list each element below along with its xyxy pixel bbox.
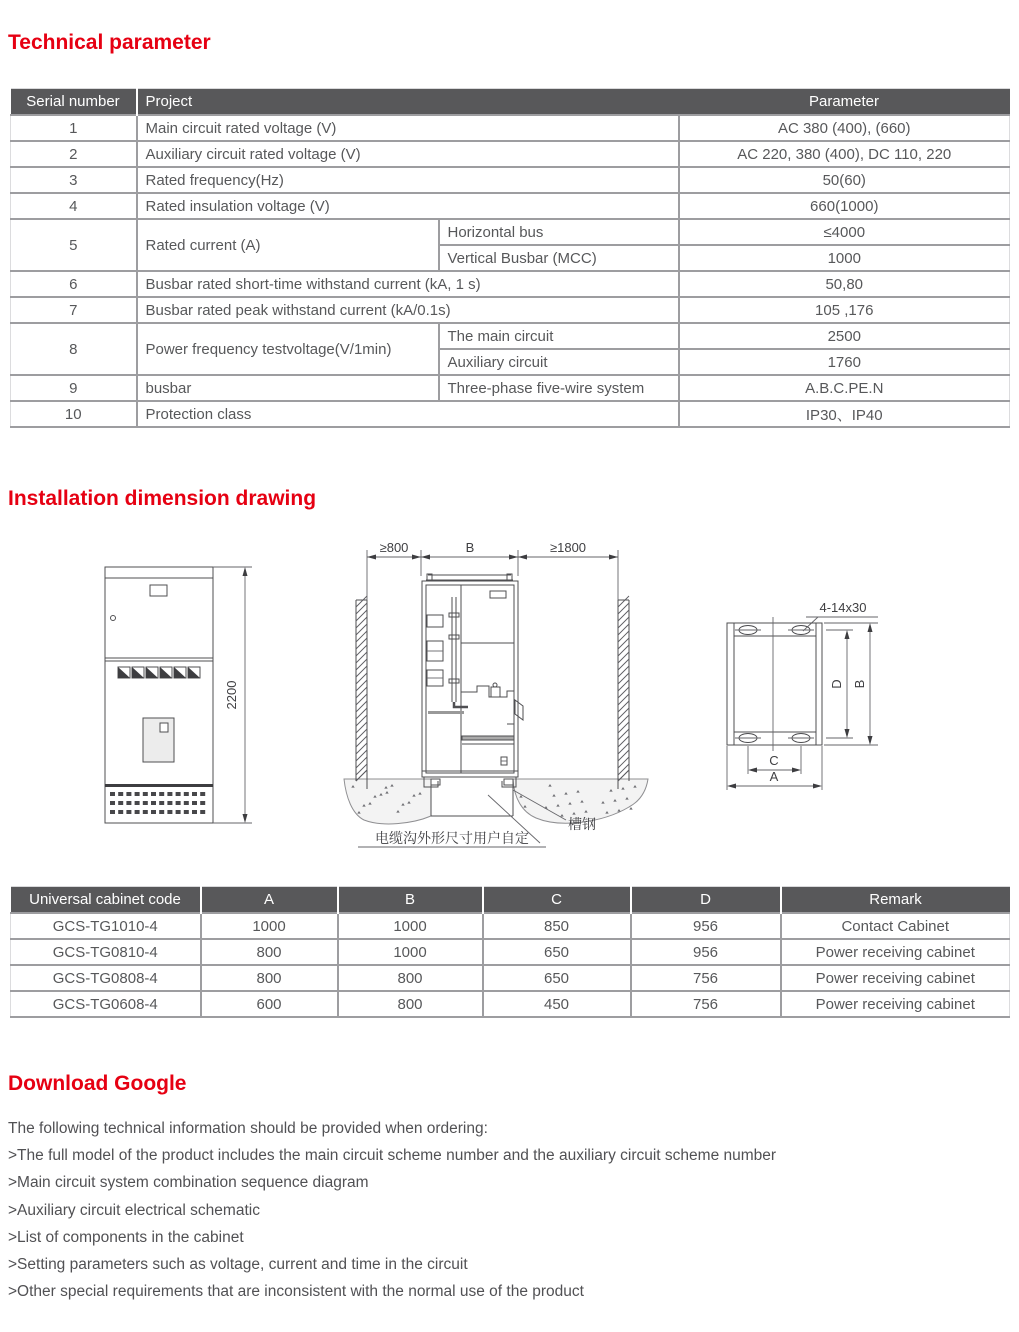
vent-grille-row bbox=[110, 801, 205, 805]
cell-parameter: AC 220, 380 (400), DC 110, 220 bbox=[679, 141, 1010, 167]
cell-d: 956 bbox=[631, 939, 781, 965]
cell-parameter: AC 380 (400), (660) bbox=[679, 115, 1010, 141]
cabinet-door bbox=[143, 718, 174, 762]
col-header-remark: Remark bbox=[781, 887, 1010, 914]
cell-parameter: 105 ,176 bbox=[679, 297, 1010, 323]
ordering-item: >The full model of the product includes the main circuit scheme number and the auxiliary circuit scheme number bbox=[8, 1147, 777, 1165]
table-row bbox=[11, 193, 1010, 219]
cell-serial: 1 bbox=[11, 115, 137, 141]
cell-subproject: The main circuit bbox=[439, 323, 679, 349]
cell-project: Rated current (A) bbox=[137, 219, 439, 271]
cell-parameter: A.B.C.PE.N bbox=[679, 375, 1010, 401]
table-row bbox=[11, 323, 1010, 349]
ordering-item: >Auxiliary circuit electrical schematic bbox=[8, 1201, 260, 1219]
download-google-title: Download Google bbox=[8, 1072, 187, 1095]
cell-a: 800 bbox=[201, 965, 338, 991]
wall-right bbox=[618, 596, 629, 789]
mounting-slot bbox=[735, 626, 814, 743]
table-row bbox=[11, 401, 1010, 427]
louver-vents bbox=[118, 667, 200, 678]
ground-left bbox=[344, 779, 431, 824]
front-view-drawing bbox=[105, 567, 252, 823]
table-row bbox=[11, 991, 1010, 1017]
cell-b: 800 bbox=[338, 991, 483, 1017]
cell-code: GCS-TG0808-4 bbox=[11, 965, 201, 991]
cell-a: 600 bbox=[201, 991, 338, 1017]
dim-a-label: A bbox=[769, 769, 779, 784]
ordering-info bbox=[8, 1115, 1008, 1305]
col-header-code: Universal cabinet code bbox=[11, 887, 201, 914]
table-row bbox=[11, 297, 1010, 323]
right-clearance-dim-label: ≥1800 bbox=[549, 540, 587, 555]
wall-left bbox=[356, 596, 367, 789]
ordering-item: >Setting parameters such as voltage, current and time in the circuit bbox=[8, 1255, 468, 1273]
cell-serial: 5 bbox=[11, 219, 137, 271]
table-row bbox=[11, 939, 1010, 965]
cell-d: 956 bbox=[631, 913, 781, 939]
table-row bbox=[11, 115, 1010, 141]
cell-a: 800 bbox=[201, 939, 338, 965]
cell-subproject: Vertical Busbar (MCC) bbox=[439, 245, 679, 271]
installation-drawing-title: Installation dimension drawing bbox=[8, 487, 317, 510]
trench-note-label: 电缆沟外形尺寸用户自定 bbox=[375, 830, 529, 846]
dim-d-label: D bbox=[829, 679, 844, 689]
col-header-parameter: Parameter bbox=[679, 89, 1010, 116]
cell-project: Auxiliary circuit rated voltage (V) bbox=[137, 141, 679, 167]
cell-c: 850 bbox=[483, 913, 631, 939]
table-header-row bbox=[11, 887, 1010, 914]
cell-d: 756 bbox=[631, 965, 781, 991]
cell-c: 650 bbox=[483, 939, 631, 965]
cell-remark: Contact Cabinet bbox=[781, 913, 1010, 939]
cell-c: 650 bbox=[483, 965, 631, 991]
ordering-item: >Other special requirements that are inconsistent with the normal use of the product bbox=[8, 1283, 584, 1301]
cell-serial: 4 bbox=[11, 193, 137, 219]
mounting-view-drawing bbox=[727, 600, 878, 790]
cell-serial: 9 bbox=[11, 375, 137, 401]
channel-steel-right bbox=[504, 779, 513, 785]
table-header-row bbox=[11, 89, 1010, 116]
mounting-holes-label: 4-14x30 bbox=[819, 600, 867, 615]
cell-code: GCS-TG0810-4 bbox=[11, 939, 201, 965]
cabinet-section bbox=[422, 574, 523, 787]
col-header-c: C bbox=[483, 887, 631, 914]
cell-project: Protection class bbox=[137, 401, 679, 427]
table-row bbox=[11, 219, 1010, 245]
table-row bbox=[11, 141, 1010, 167]
col-header-b: B bbox=[338, 887, 483, 914]
dim-c-label: C bbox=[769, 753, 779, 768]
cell-parameter: 2500 bbox=[679, 323, 1010, 349]
vent-grille-row bbox=[110, 792, 205, 796]
technical-parameter-title: Technical parameter bbox=[8, 31, 211, 54]
cell-subproject: Auxiliary circuit bbox=[439, 349, 679, 375]
cell-d: 756 bbox=[631, 991, 781, 1017]
cell-parameter: ≤4000 bbox=[679, 219, 1010, 245]
cell-serial: 8 bbox=[11, 323, 137, 375]
table-row bbox=[11, 375, 1010, 401]
left-clearance-dim-label: ≥800 bbox=[379, 540, 409, 555]
cell-b: 1000 bbox=[338, 939, 483, 965]
ordering-item: >Main circuit system combination sequence diagram bbox=[8, 1174, 369, 1192]
cell-a: 1000 bbox=[201, 913, 338, 939]
cell-b: 800 bbox=[338, 965, 483, 991]
door-knob bbox=[111, 616, 116, 621]
table-row bbox=[11, 271, 1010, 297]
cell-remark: Power receiving cabinet bbox=[781, 939, 1010, 965]
cabinet-code-table bbox=[10, 886, 1010, 1018]
col-header-serial: Serial number bbox=[11, 89, 137, 116]
side-view-drawing bbox=[344, 540, 648, 847]
cell-parameter: 660(1000) bbox=[679, 193, 1010, 219]
cell-b: 1000 bbox=[338, 913, 483, 939]
cell-project: Power frequency testvoltage(V/1min) bbox=[137, 323, 439, 375]
col-header-a: A bbox=[201, 887, 338, 914]
table-row bbox=[11, 913, 1010, 939]
cell-serial: 6 bbox=[11, 271, 137, 297]
cell-project: busbar bbox=[137, 375, 439, 401]
width-dim-label: B bbox=[465, 540, 475, 555]
cell-parameter: 50,80 bbox=[679, 271, 1010, 297]
ordering-item: >List of components in the cabinet bbox=[8, 1228, 244, 1246]
cell-serial: 7 bbox=[11, 297, 137, 323]
cell-c: 450 bbox=[483, 991, 631, 1017]
col-header-project: Project bbox=[137, 89, 679, 116]
cell-project: Main circuit rated voltage (V) bbox=[137, 115, 679, 141]
cell-parameter: 50(60) bbox=[679, 167, 1010, 193]
cell-serial: 2 bbox=[11, 141, 137, 167]
meter-window bbox=[150, 585, 167, 596]
vent-grille-row bbox=[110, 810, 205, 814]
cell-project: Rated insulation voltage (V) bbox=[137, 193, 679, 219]
front-height-dim-label: 2200 bbox=[224, 680, 239, 710]
cell-parameter: 1760 bbox=[679, 349, 1010, 375]
channel-steel-left bbox=[431, 779, 440, 785]
dim-b-label: B bbox=[852, 679, 867, 689]
table-row bbox=[11, 965, 1010, 991]
table-row bbox=[11, 167, 1010, 193]
installation-dimension-drawing bbox=[0, 540, 1019, 860]
cell-remark: Power receiving cabinet bbox=[781, 991, 1010, 1017]
cell-serial: 3 bbox=[11, 167, 137, 193]
cell-project: Busbar rated short-time withstand current (kA, 1 s) bbox=[137, 271, 679, 297]
cell-subproject: Three-phase five-wire system bbox=[439, 375, 679, 401]
cell-code: GCS-TG0608-4 bbox=[11, 991, 201, 1017]
cell-serial: 10 bbox=[11, 401, 137, 427]
door-handle bbox=[515, 700, 523, 720]
technical-parameter-table bbox=[10, 88, 1010, 428]
cell-project: Busbar rated peak withstand current (kA/0.1s) bbox=[137, 297, 679, 323]
cell-project: Rated frequency(Hz) bbox=[137, 167, 679, 193]
cell-parameter: IP30、IP40 bbox=[679, 401, 1010, 427]
ordering-intro: The following technical information should be provided when ordering: bbox=[8, 1120, 488, 1137]
cell-code: GCS-TG1010-4 bbox=[11, 913, 201, 939]
cell-remark: Power receiving cabinet bbox=[781, 965, 1010, 991]
col-header-d: D bbox=[631, 887, 781, 914]
channel-steel-label: 槽钢 bbox=[568, 816, 596, 832]
cell-parameter: 1000 bbox=[679, 245, 1010, 271]
cell-subproject: Horizontal bus bbox=[439, 219, 679, 245]
